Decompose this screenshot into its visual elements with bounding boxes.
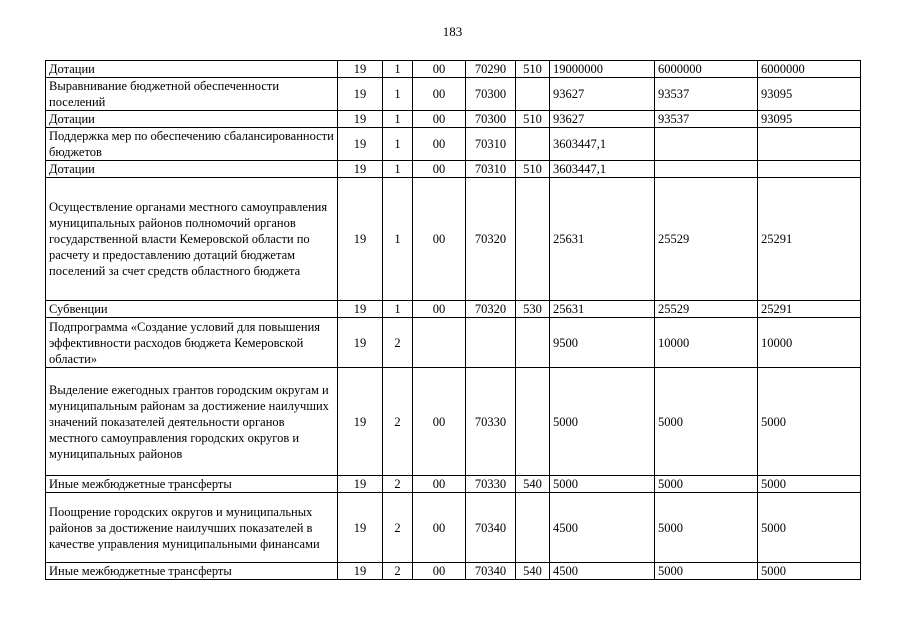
expense-type-cell	[516, 128, 550, 161]
subprogram-code-cell: 1	[383, 178, 413, 301]
value-year2-cell: 5000	[655, 368, 758, 476]
target-code-cell: 70300	[466, 78, 516, 111]
expense-type-cell	[516, 493, 550, 563]
row-name-cell: Поддержка мер по обеспечению сбалансированности бюджетов	[46, 128, 338, 161]
table-row	[46, 61, 861, 78]
expense-type-cell: 510	[516, 161, 550, 178]
value-year2-cell: 25529	[655, 301, 758, 318]
target-code-cell: 70320	[466, 301, 516, 318]
target-code-cell: 70310	[466, 128, 516, 161]
code-cell: 00	[413, 61, 466, 78]
budget-table	[45, 60, 861, 580]
table-row	[46, 368, 861, 476]
row-name-cell: Дотации	[46, 161, 338, 178]
code-cell: 00	[413, 563, 466, 580]
target-code-cell: 70310	[466, 161, 516, 178]
row-name-cell: Дотации	[46, 111, 338, 128]
code-cell: 00	[413, 111, 466, 128]
value-year2-cell: 5000	[655, 476, 758, 493]
target-code-cell: 70300	[466, 111, 516, 128]
code-cell: 00	[413, 161, 466, 178]
table-row	[46, 318, 861, 368]
code-cell	[413, 318, 466, 368]
expense-type-cell: 540	[516, 563, 550, 580]
subprogram-code-cell: 2	[383, 493, 413, 563]
value-year3-cell: 25291	[758, 178, 861, 301]
value-year1-cell: 93627	[550, 78, 655, 111]
row-name-cell: Осуществление органами местного самоуправления муниципальных районов полномочий органов государственной власти Кемеровской области по расчету и предоставлению дотаций бюджетам поселений за счет средств областного бюджета	[46, 178, 338, 301]
target-code-cell: 70340	[466, 563, 516, 580]
value-year1-cell: 9500	[550, 318, 655, 368]
value-year2-cell: 10000	[655, 318, 758, 368]
code-cell: 00	[413, 476, 466, 493]
target-code-cell	[466, 318, 516, 368]
table-row	[46, 493, 861, 563]
value-year3-cell: 6000000	[758, 61, 861, 78]
table-row	[46, 178, 861, 301]
value-year2-cell: 93537	[655, 111, 758, 128]
subprogram-code-cell: 1	[383, 78, 413, 111]
value-year3-cell: 25291	[758, 301, 861, 318]
value-year2-cell: 6000000	[655, 61, 758, 78]
value-year2-cell	[655, 128, 758, 161]
table-row	[46, 563, 861, 580]
page-number: 183	[442, 24, 463, 39]
row-name-cell: Поощрение городских округов и муниципальных районов за достижение наилучших показателей в качестве управления муниципальными финансами	[46, 493, 338, 563]
value-year3-cell: 5000	[758, 368, 861, 476]
value-year1-cell: 3603447,1	[550, 128, 655, 161]
section-code-cell: 19	[338, 493, 383, 563]
table-row	[46, 78, 861, 111]
table-row	[46, 476, 861, 493]
value-year1-cell: 3603447,1	[550, 161, 655, 178]
subprogram-code-cell: 1	[383, 161, 413, 178]
value-year2-cell: 5000	[655, 493, 758, 563]
code-cell: 00	[413, 128, 466, 161]
value-year1-cell: 4500	[550, 493, 655, 563]
value-year1-cell: 4500	[550, 563, 655, 580]
expense-type-cell	[516, 178, 550, 301]
code-cell: 00	[413, 368, 466, 476]
row-name-cell: Субвенции	[46, 301, 338, 318]
table-row	[46, 111, 861, 128]
expense-type-cell	[516, 368, 550, 476]
subprogram-code-cell: 1	[383, 128, 413, 161]
value-year1-cell: 5000	[550, 368, 655, 476]
section-code-cell: 19	[338, 178, 383, 301]
subprogram-code-cell: 1	[383, 111, 413, 128]
expense-type-cell: 540	[516, 476, 550, 493]
value-year3-cell	[758, 161, 861, 178]
value-year3-cell: 93095	[758, 78, 861, 111]
expense-type-cell: 510	[516, 111, 550, 128]
target-code-cell: 70320	[466, 178, 516, 301]
table-body	[46, 61, 861, 580]
value-year1-cell: 25631	[550, 301, 655, 318]
target-code-cell: 70290	[466, 61, 516, 78]
code-cell: 00	[413, 78, 466, 111]
value-year3-cell: 93095	[758, 111, 861, 128]
expense-type-cell	[516, 318, 550, 368]
row-name-cell: Подпрограмма «Создание условий для повышения эффективности расходов бюджета Кемеровской области»	[46, 318, 338, 368]
subprogram-code-cell: 2	[383, 368, 413, 476]
subprogram-code-cell: 1	[383, 61, 413, 78]
value-year1-cell: 25631	[550, 178, 655, 301]
table-row	[46, 161, 861, 178]
row-name-cell: Выравнивание бюджетной обеспеченности поселений	[46, 78, 338, 111]
value-year1-cell: 93627	[550, 111, 655, 128]
row-name-cell: Иные межбюджетные трансферты	[46, 476, 338, 493]
subprogram-code-cell: 2	[383, 563, 413, 580]
row-name-cell: Дотации	[46, 61, 338, 78]
section-code-cell: 19	[338, 318, 383, 368]
section-code-cell: 19	[338, 78, 383, 111]
section-code-cell: 19	[338, 301, 383, 318]
subprogram-code-cell: 1	[383, 301, 413, 318]
code-cell: 00	[413, 493, 466, 563]
expense-type-cell: 510	[516, 61, 550, 78]
section-code-cell: 19	[338, 368, 383, 476]
code-cell: 00	[413, 301, 466, 318]
section-code-cell: 19	[338, 476, 383, 493]
value-year1-cell: 19000000	[550, 61, 655, 78]
section-code-cell: 19	[338, 161, 383, 178]
value-year2-cell: 93537	[655, 78, 758, 111]
row-name-cell: Иные межбюджетные трансферты	[46, 563, 338, 580]
table-row	[46, 301, 861, 318]
value-year2-cell: 25529	[655, 178, 758, 301]
value-year2-cell: 5000	[655, 563, 758, 580]
section-code-cell: 19	[338, 563, 383, 580]
target-code-cell: 70330	[466, 368, 516, 476]
table-row	[46, 128, 861, 161]
value-year3-cell: 10000	[758, 318, 861, 368]
expense-type-cell	[516, 78, 550, 111]
expense-type-cell: 530	[516, 301, 550, 318]
value-year1-cell: 5000	[550, 476, 655, 493]
row-name-cell: Выделение ежегодных грантов городским округам и муниципальным районам за достижение наилучших значений показателей деятельности органов местного самоуправления городских округов и муниципальных районов	[46, 368, 338, 476]
target-code-cell: 70340	[466, 493, 516, 563]
section-code-cell: 19	[338, 111, 383, 128]
value-year2-cell	[655, 161, 758, 178]
subprogram-code-cell: 2	[383, 318, 413, 368]
value-year3-cell: 5000	[758, 476, 861, 493]
section-code-cell: 19	[338, 61, 383, 78]
target-code-cell: 70330	[466, 476, 516, 493]
value-year3-cell	[758, 128, 861, 161]
value-year3-cell: 5000	[758, 493, 861, 563]
subprogram-code-cell: 2	[383, 476, 413, 493]
section-code-cell: 19	[338, 128, 383, 161]
value-year3-cell: 5000	[758, 563, 861, 580]
code-cell: 00	[413, 178, 466, 301]
